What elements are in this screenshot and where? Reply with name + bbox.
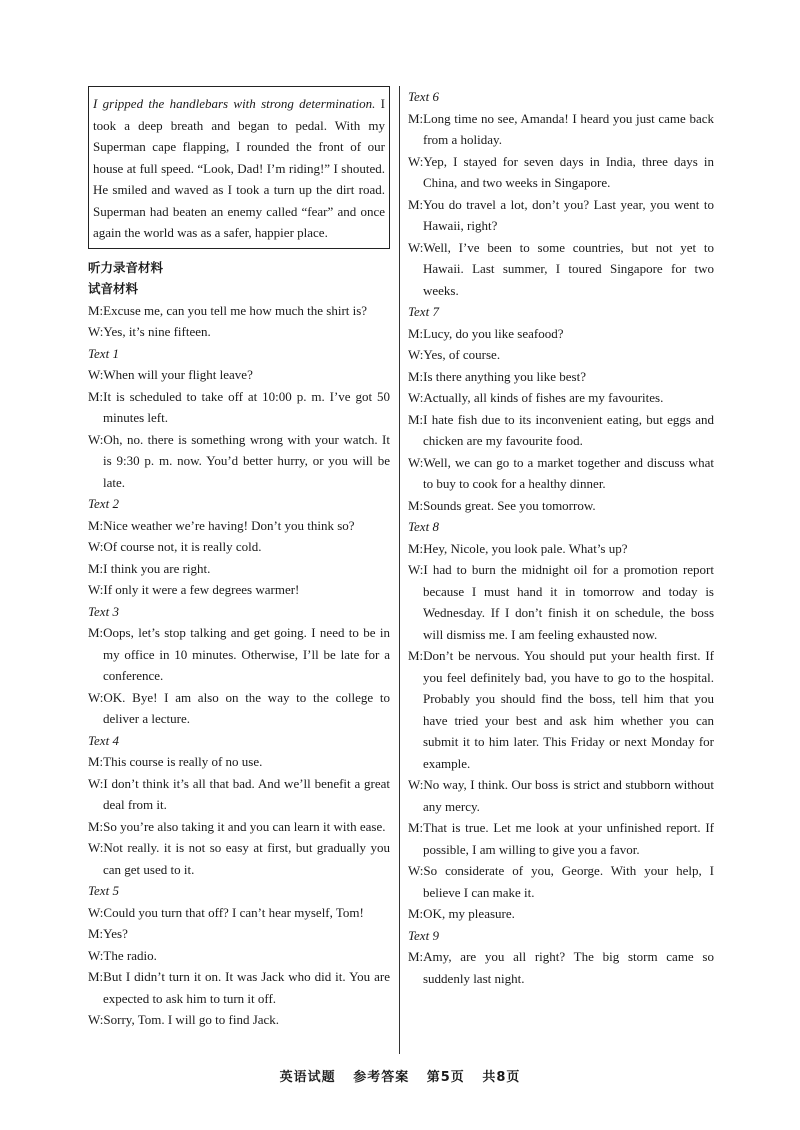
text-label: Text 7 [408,304,439,319]
left-transcript [88,257,390,1031]
dialogue-line: W:So considerate of you, George. With your help, I believe I can make it. [408,863,714,900]
footer-page: 第5页 [426,1070,465,1085]
dialogue-line: W:Could you turn that off? I can’t hear myself, Tom! [88,904,364,920]
dialogue-line: W:Yep, I stayed for seven days in India, three days in China, and two weeks in Singapore. [408,153,714,190]
section-heading: 听力录音材料 [88,259,164,275]
dialogue-line: M:Don’t be nervous. You should put your health first. If you feel definitely bad, you have to go to the hospital. Probably you should find the boss, tell him that you have tried your best and ask him whether you can submit it to him later. This Friday or next Monday for example. [408,648,714,771]
dialogue-line: W:Actually, all kinds of fishes are my favourites. [408,390,664,405]
dialogue-line: M:It is scheduled to take off at 10:00 p. m. I’ve got 50 minutes left. [88,388,390,425]
dialogue-line: M:Oops, let’s stop talking and get going. I need to be in my office in 10 minutes. Otherwise, I’ll be late for a conference. [88,625,390,683]
text-label: Text 3 [88,603,119,619]
text-label: Text 6 [408,89,439,104]
dialogue-line: M:Long time no see, Amanda! I heard you just came back from a holiday. [408,110,714,147]
text-label: Text 2 [88,496,119,511]
dialogue-line: W:No way, I think. Our boss is strict and stubborn without any mercy. [408,777,714,814]
essay-rest: I took a deep breath and began to pedal. With my Superman cape flapping, I rounded the front of our house at full speed. “Look, Dad! I’m riding!” I shouted. He smiled and waved as I took a turn up the dirt road. Superman had beaten an enemy called “fear” and once again the world was as a safer, happier place. [93,96,385,240]
footer-answer: 参考答案 [353,1070,410,1085]
essay-box [88,86,390,249]
section-heading: 试音材料 [88,281,139,296]
footer-total: 共8页 [482,1070,521,1085]
left-column [88,86,390,1031]
dialogue-line: M:I think you are right. [88,560,211,576]
dialogue-line: M:Yes? [88,926,128,941]
text-label: Text 4 [88,732,119,748]
essay-lead: I gripped the handlebars with strong determination. [93,96,376,111]
text-label: Text 9 [408,927,439,943]
dialogue-line: M:Amy, are you all right? The big storm came so suddenly last night. [408,949,714,986]
dialogue-line: W:Sorry, Tom. I will go to find Jack. [88,1012,280,1027]
right-transcript [408,86,714,989]
page-footer [0,1066,800,1085]
dialogue-line: W:Yes, it’s nine fifteen. [88,324,211,339]
text-label: Text 1 [88,345,119,361]
text-label: Text 8 [408,519,439,534]
dialogue-line: M:Lucy, do you like seafood? [408,325,564,341]
dialogue-line: W:If only it were a few degrees warmer! [88,582,300,597]
dialogue-line: W:Oh, no. there is something wrong with your watch. It is 9:30 p. m. now. You’d better hurry, or you will be late. [88,431,390,490]
dialogue-line: M:This course is really of no use. [88,754,263,769]
dialogue-line: W:Of course not, it is really cold. [88,539,262,554]
dialogue-line: W:OK. Bye! I am also on the way to the college to deliver a lecture. [88,689,390,726]
dialogue-line: M:Excuse me, can you tell me how much the shirt is? [88,302,368,318]
dialogue-line: W:I had to burn the midnight oil for a promotion report because I must hand it in tomorrow and today is Wednesday. If I don’t finish it on schedule, the boss will dismiss me. I am feeling exhausted now. [408,562,714,642]
dialogue-line: M:Hey, Nicole, you look pale. What’s up? [408,540,628,556]
dialogue-line: W:Yes, of course. [408,347,501,362]
column-divider [399,86,400,1054]
dialogue-line: M:You do travel a lot, don’t you? Last year, you went to Hawaii, right? [408,196,714,233]
dialogue-line: M:I hate fish due to its inconvenient eating, but eggs and chicken are my favourite food. [408,411,714,448]
dialogue-line: M:But I didn’t turn it on. It was Jack who did it. You are expected to ask him to turn it off. [88,969,390,1006]
right-column [408,86,714,989]
dialogue-line: M:That is true. Let me look at your unfinished report. If possible, I am willing to give you a favor. [408,820,714,857]
dialogue-line: M:Sounds great. See you tomorrow. [408,497,596,513]
dialogue-line: W:Well, we can go to a market together and discuss what to buy to cook for a healthy dinner. [408,454,714,491]
dialogue-line: W:The radio. [88,947,157,963]
dialogue-line: M:Is there anything you like best? [408,368,586,384]
dialogue-line: M:Nice weather we’re having! Don’t you think so? [88,517,355,533]
dialogue-line: M:OK, my pleasure. [408,906,515,921]
dialogue-line: M:So you’re also taking it and you can learn it with ease. [88,818,386,834]
dialogue-line: W:Well, I’ve been to some countries, but not yet to Hawaii. Last summer, I toured Singapore for two weeks. [408,239,714,298]
dialogue-line: W:When will your flight leave? [88,367,253,382]
dialogue-line: W:Not really. it is not so easy at first, but gradually you can get used to it. [88,840,390,877]
text-label: Text 5 [88,883,119,898]
dialogue-line: W:I don’t think it’s all that bad. And we’ll benefit a great deal from it. [88,775,390,812]
footer-subject: 英语试题 [279,1070,336,1085]
